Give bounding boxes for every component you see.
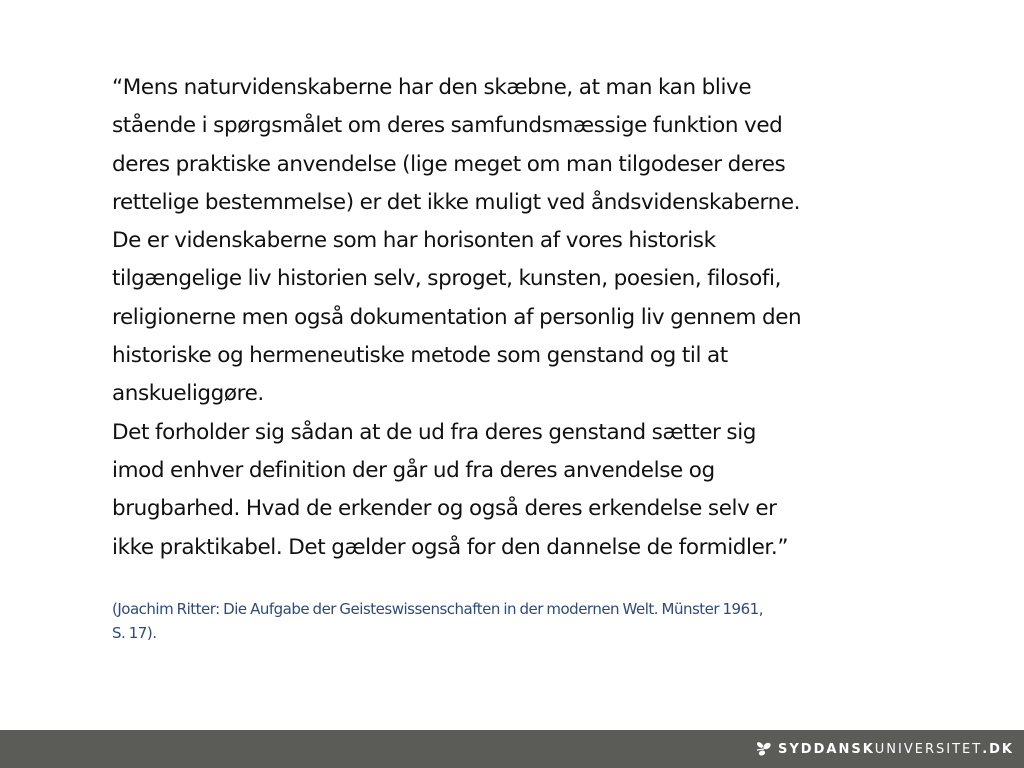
logo-text-domain: .DK (982, 741, 1014, 757)
quote-line: Det forholder sig sådan at de ud fra deres genstand sætter sig (112, 419, 757, 445)
quote-line: rettelige bestemmelse) er det ikke muligt ved åndsvidenskaberne. (112, 189, 801, 215)
quote-line: historiske og hermeneutiske metode som genstand og til at (112, 343, 728, 369)
leaf-icon (755, 740, 773, 758)
quote-line: anskueliggøre. (112, 381, 264, 407)
quote-line: “Mens naturvidenskaberne har den skæbne, at man kan blive (112, 75, 752, 100)
logo-text-light: UNIVERSITET (874, 741, 983, 757)
citation-line: (Joachim Ritter: Die Aufgabe der Geisteswissenschaften in der modernen Welt. Münster 1961, (112, 600, 763, 618)
quote-line: brugbarhed. Hvad de erkender og også deres erkendelse selv er (112, 496, 777, 522)
footer-bar (0, 730, 1024, 768)
university-logo (755, 738, 1014, 760)
citation (112, 597, 912, 645)
quote-line: tilgængelige liv historien selv, sproget, kunsten, poesien, filosofi, (112, 266, 782, 292)
quote-line: De er videnskaberne som har horisonten af vores historisk (112, 228, 716, 254)
logo-text-bold: SYDDANSK (778, 741, 875, 757)
logo-text (778, 742, 1014, 757)
quote-line: deres praktiske anvendelse (lige meget om man tilgodeser deres (112, 151, 786, 177)
citation-line: S. 17). (112, 624, 157, 642)
quote-line: imod enhver definition der går ud fra deres anvendelse og (112, 457, 715, 483)
quote-text (112, 69, 902, 567)
quote-line: ikke praktikabel. Det gælder også for den dannelse de formidler.” (112, 534, 789, 560)
quote-line: stående i spørgsmålet om deres samfundsmæssige funktion ved (112, 113, 783, 139)
quote-line: religionerne men også dokumentation af personlig liv gennem den (112, 304, 802, 330)
